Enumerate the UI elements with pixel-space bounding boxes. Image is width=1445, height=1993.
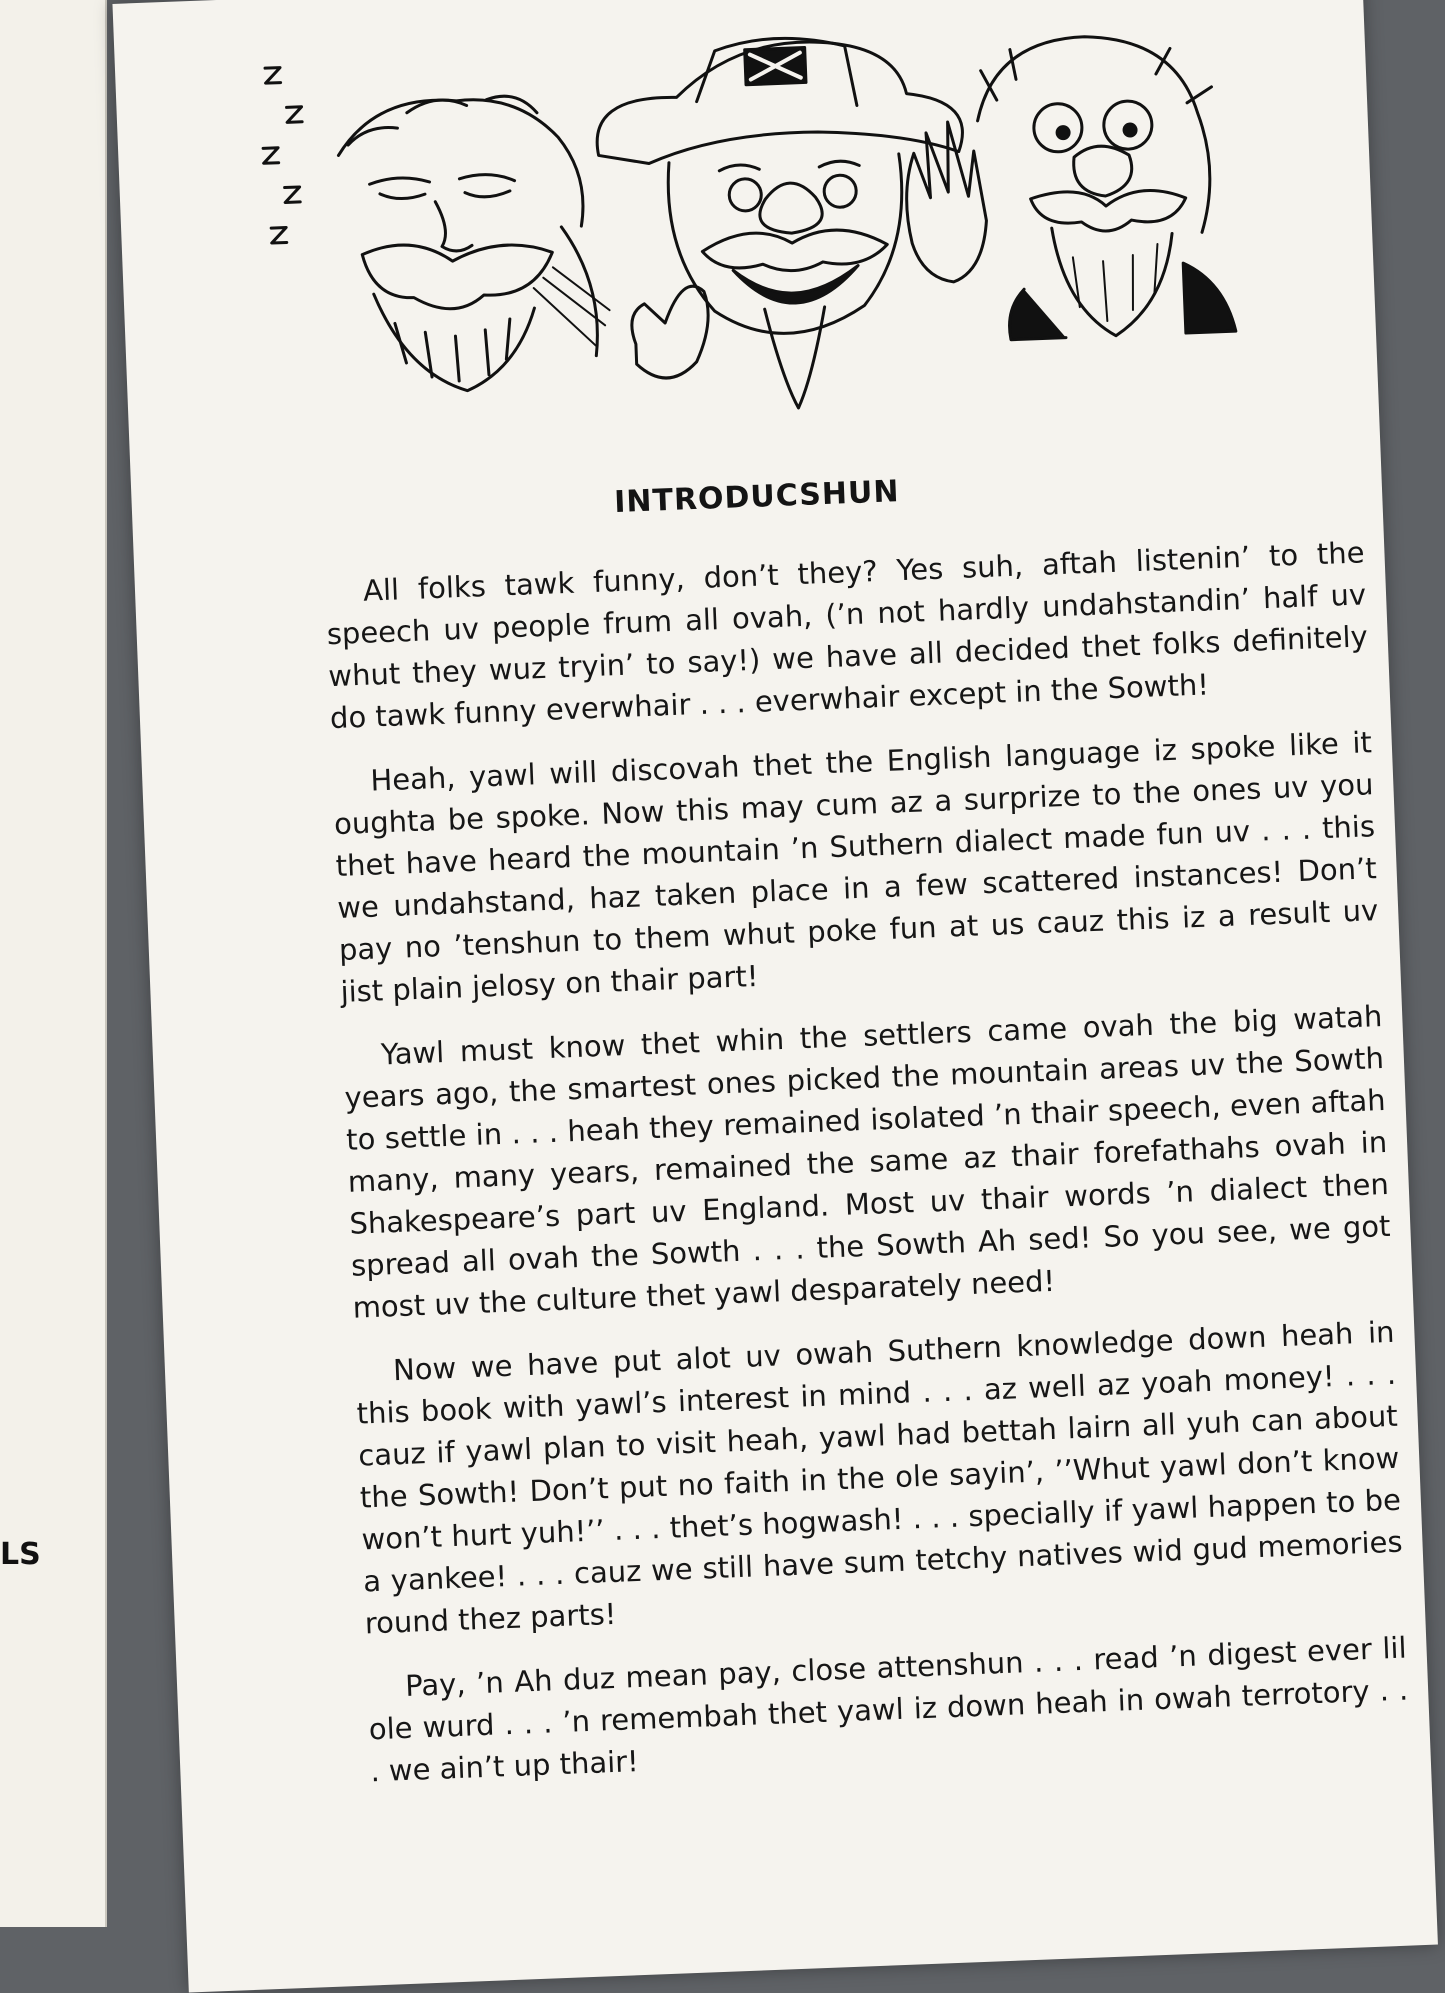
book-page bbox=[112, 0, 1437, 1993]
paragraph-4: Now we have put alot uv owah Suthern knowledge down heah in this book with yawl’s interest in mind . . . az well az yoah money! . . . cauz if yawl plan to visit heah, yawl had bettah lairn all yuh can about the Sowth! Don’t put no faith in the ole sayin’, ’’Whut yawl don’t know won’t hurt yuh!’’ . . . thet’s hogwash! . . . specially if yawl happen to be a yankee! . . . cauz we still have sum tetchy natives wid gud memories round thez parts! bbox=[356, 1314, 1404, 1641]
left-facing-page bbox=[0, 0, 107, 1927]
sleep-z-marks bbox=[260, 67, 307, 243]
intro-body bbox=[324, 531, 1411, 1814]
page-title: INTRODUCSHUN bbox=[613, 474, 901, 521]
left-page-edge-text: LS bbox=[0, 1537, 41, 1572]
sleeping-man-drawing bbox=[336, 92, 612, 395]
bearded-man-drawing bbox=[901, 31, 1236, 343]
hat-man-drawing bbox=[593, 32, 972, 416]
paragraph-3: Yawl must know thet whin the settlers came ovah the big watah years ago, the smartest ones picked the mountain areas uv the Sowth to settle in . . . heah they remained isolated ’n thair speech, even aftah many, many years, remained the same az thair forefathahs ovah in Shakespeare’s part uv England. Most uv thair words ’n dialect then spread all ovah the Sowth . . . the Sowth Ah sed! So you see, we got most uv the culture thet yawl desparately need! bbox=[343, 999, 1391, 1325]
paragraph-2: Heah, yawl will discovah thet the English language iz spoke like it oughta be spoke. Now this may cum az a surprize to the ones uv you thet have heard the mountain ’n Suthern dialect made fun uv . . . this we undahstand, haz taken place in a few scattered instances! Don’t pay no ’tenshun to them whut poke fun at us cauz this iz a result uv jist plain jelosy on thair part! bbox=[333, 725, 1379, 1009]
paragraph-5: Pay, ’n Ah duz mean pay, close attenshun . . . read ’n digest ever lil ole wurd . . . ’n remembah thet yawl iz down heah in owah terrotory . . . we ain’t up thair! bbox=[368, 1630, 1409, 1789]
paragraph-1: All folks tawk funny, don’t they? Yes suh, aftah listenin’ to the speech uv people frum all ovah, (’n not hardly undahstandin’ half uv whut they wuz tryin’ to say!) we have all decided thet folks definitely do tawk funny everwhair . . . everwhair except in the Sowth! bbox=[326, 535, 1369, 736]
three-southern-men-cartoon bbox=[254, 1, 1249, 458]
